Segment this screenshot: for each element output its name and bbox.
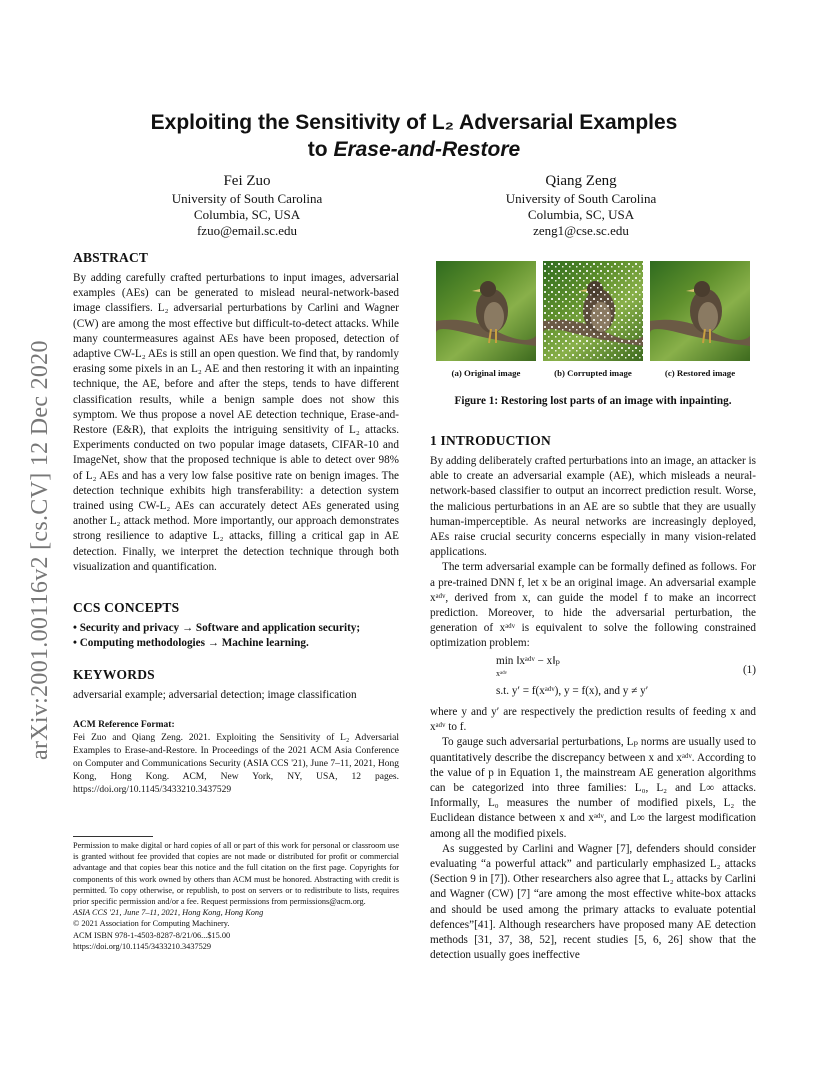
abstract-section <box>73 250 399 575</box>
keywords-heading: KEYWORDS <box>73 667 155 682</box>
corrupted-image <box>543 261 643 361</box>
original-image <box>436 261 536 361</box>
author-name: Fei Zuo <box>223 173 271 189</box>
footnote-rule <box>73 836 153 837</box>
title-line-1: Exploiting the Sensitivity of L₂ Adversarial Examples <box>150 111 678 134</box>
title-line-2: to Erase-and-Restore <box>307 138 521 161</box>
equation-objective: min ‖xᵃᵈᵛ − x‖ₚ <box>496 655 560 667</box>
author-location: Columbia, SC, USA <box>527 207 635 222</box>
abstract-heading: ABSTRACT <box>73 250 149 265</box>
introduction-heading: 1 INTRODUCTION <box>430 433 551 448</box>
bird-image-original <box>436 261 536 361</box>
equation-subscript: xᵃᵈᵛ <box>496 669 508 678</box>
equation-number: (1) <box>742 664 756 676</box>
equation-1 <box>430 652 756 702</box>
paper-title <box>90 109 738 163</box>
venue-line: ASIA CCS '21, June 7–11, 2021, Hong Kong, Hong Kong <box>73 908 264 918</box>
intro-paragraph-4: To gauge such adversarial perturbations, Lₚ norms are usually used to quantitatively describe the discrepancy between x and xᵃᵈᵛ. According to the value of p in Equation 1, the mainstream AE generation algorithms can be categorized into three families: L₀, L₂ and L∞ attacks. Informally, L₀ measures the number of modified pixels, L₂ the Euclidean distance between x and xᵃᵈᵛ, and L∞ the largest modification among all the modified pixels. <box>430 736 756 840</box>
author-block-2 <box>431 173 731 239</box>
isbn-line: ACM ISBN 978-1-4503-8287-8/21/06...$15.00 <box>73 930 231 940</box>
permission-footnote <box>73 840 399 952</box>
figure-caption: Figure 1: Restoring lost parts of an image with inpainting. <box>454 395 732 407</box>
introduction-continued <box>430 705 756 963</box>
author-affiliation: University of South Carolina <box>505 191 657 206</box>
permission-text: Permission to make digital or hard copies of all or part of this work for personal or classroom use is granted without fee provided that copies are not made or distributed for profit or commercial advantage and that copies bear this notice and the full citation on the first page. Copyrights for components of this work owned by others than ACM must be honored. Abstracting with credit is permitted. To copy otherwise, or republish, to post on servers or to redistribute to lists, requires prior specific permission and/or a fee. Request permissions from permissions@acm.org. <box>73 841 399 907</box>
ccs-item: • Security and privacy → Software and application security; <box>73 622 361 634</box>
bird-image-restored <box>650 261 750 361</box>
subcaption-c: (c) Restored image <box>664 368 736 378</box>
doi-line[interactable]: https://doi.org/10.1145/3433210.3437529 <box>73 941 212 951</box>
author-name: Qiang Zeng <box>545 173 617 189</box>
abstract-text: By adding carefully crafted perturbations to input images, adversarial examples (AEs) can be generated to mislead neural-network-based image classifiers. L₂ adversarial perturbations by Carlini and Wagner (CW) are among the most effective but difficult-to-detect attacks. While many countermeasures against AEs have been proposed, detection of adaptive CW-L₂ AEs is still an open question. We find that, by randomly erasing some pixels in an L₂ AE and then restoring it with an inpainting technique, the AE, before and after the steps, tends to have different classification results, while a benign sample does not show this symptom. We thus propose a novel AE detection technique, Erase-and-Restore (E&R), that exploits the intriguing sensitivity of L₂ attacks. Experiments conducted on two popular image datasets, CIFAR-10 and ImageNet, show that the proposed technique is able to detect over 98% of L₂ AEs and has a very low false positive rate on benign images. The detection technique exhibits high transferability: a detection system trained using CW-L₂ AEs can accurately detect AEs generated using another L₂ attack method. More importantly, our approach demonstrates strong resilience to adaptive L₂ attacks, filling a critical gap in AE detection. Finally, we interpret the detection technique through both visualization and quantification. <box>73 272 399 573</box>
author-block-1 <box>97 173 397 239</box>
intro-paragraph-1: By adding deliberately crafted perturbations into an image, an attacker is able to create an adversarial example (AE), which misleads a neural-network-based classifier to output an incorrect prediction result. Worse, the malicious perturbations in an AE are so subtle that they are usually human-imperceptible. As neural networks are increasingly deployed, AEs raise crucial security concerns especially in many vision-related applications. <box>430 455 756 559</box>
subcaption-a: (a) Original image <box>451 368 521 378</box>
copyright-line: © 2021 Association for Computing Machinery. <box>73 919 230 929</box>
author-email[interactable]: zeng1@cse.sc.edu <box>533 223 629 238</box>
acm-reference-text: Fei Zuo and Qiang Zeng. 2021. Exploiting the Sensitivity of L₂ Adversarial Examples to Erase-and-Restore. In Proceedings of the 2021 ACM Asia Conference on Computer and Communications Security (ASIA CCS '21), June 7–11, 2021, Hong Kong, Hong Kong. ACM, New York, NY, USA, 12 pages. https://doi.org/10.1145/3433210.3437529 <box>73 733 399 795</box>
introduction-section <box>430 433 756 652</box>
author-location: Columbia, SC, USA <box>193 207 301 222</box>
keywords-text: adversarial example; adversarial detection; image classification <box>73 689 357 701</box>
restored-image <box>650 261 750 361</box>
ccs-list <box>73 621 399 651</box>
ccs-section <box>73 600 399 651</box>
intro-paragraph-2: The term adversarial example can be formally defined as follows. For a pre-trained DNN f, let x be an original image. An adversarial example xᵃᵈᵛ, derived from x, can guide the model f to make an incorrect prediction. Moreover, to hide the adversarial perturbation, the generation of xᵃᵈᵛ is equivalent to solve the following constrained optimization problem: <box>430 561 756 650</box>
arxiv-stamp: arXiv:2001.00116v2 [cs.CV] 12 Dec 2020 <box>26 340 53 760</box>
author-affiliation: University of South Carolina <box>171 191 323 206</box>
intro-paragraph-3: where y and y′ are respectively the prediction results of feeding x and xᵃᵈᵛ to f. <box>430 706 756 734</box>
equation-constraint: s.t. y′ = f(xᵃᵈᵛ), y = f(x), and y ≠ y′ <box>496 685 649 697</box>
author-email[interactable]: fzuo@email.sc.edu <box>196 223 298 238</box>
bird-image-corrupted <box>543 261 643 361</box>
title-emphasis: Erase-and-Restore <box>333 138 521 161</box>
acm-reference <box>73 720 399 797</box>
ccs-item: • Computing methodologies → Machine learning. <box>73 637 309 650</box>
intro-paragraph-5: As suggested by Carlini and Wagner [7], defenders should consider evaluating “a powerful attack” and particularly emphasized L₂ attacks (Section 9 in [7]). Other researchers also agree that L₂ attacks by Carlini and Wagner (CW) [7] “are among the most effective white-box attacks and should be used among the primary attacks to evaluate potential defences”[41]. Although researchers have proposed many AE detection methods [31, 37, 38, 52], recent studies [5, 6, 26] show that the detection usually goes ineffective <box>430 842 756 962</box>
acm-reference-heading: ACM Reference Format: <box>73 720 175 730</box>
ccs-heading: CCS CONCEPTS <box>73 600 180 615</box>
keywords-section <box>73 667 399 703</box>
subcaption-b: (b) Corrupted image <box>554 368 632 378</box>
